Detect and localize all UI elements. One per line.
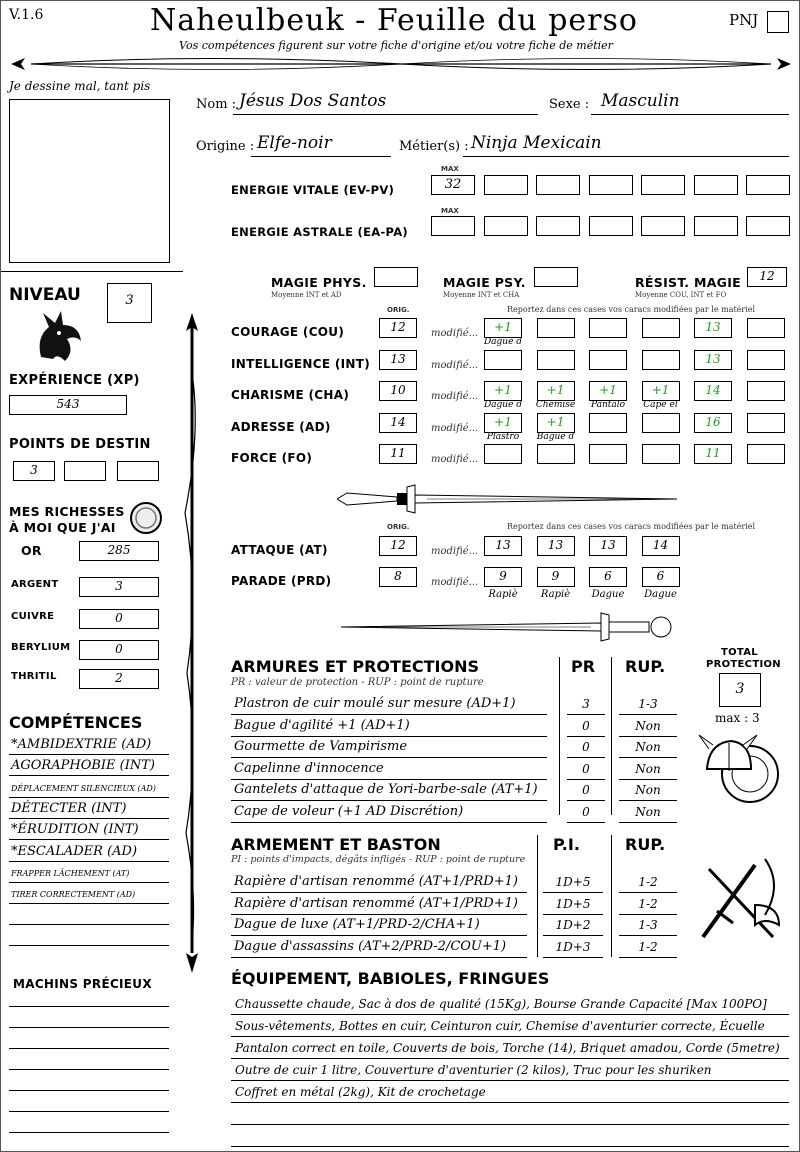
combat-mod-source: Rapiè (540, 589, 571, 600)
destin-label: POINTS DE DESTIN (9, 437, 151, 452)
arme-pi[interactable]: 1D+3 (555, 939, 591, 954)
carac-mod-source: Chemise (535, 400, 576, 410)
armement-rup-label: RUP. (625, 835, 666, 854)
modif-label: modifié... (431, 328, 479, 339)
carac-label: COURAGE (COU) (231, 325, 345, 339)
combat-mod-box[interactable]: 13 (537, 536, 575, 556)
ea-label: ENERGIE ASTRALE (EA-PA) (231, 225, 408, 239)
carac-mod-box[interactable] (747, 413, 785, 433)
sheet-title: Naheulbeuk - Feuille du perso (150, 3, 638, 38)
ea-box[interactable] (536, 216, 580, 236)
carac-mod-box[interactable] (484, 350, 522, 370)
combat-mod-box[interactable]: 6 (642, 567, 680, 587)
ev-max-value: 32 (444, 177, 462, 192)
machins-line (9, 1119, 169, 1133)
armure-pr[interactable]: 0 (582, 783, 590, 797)
carac-mod-box[interactable] (589, 318, 627, 338)
carac-mod-box[interactable] (589, 350, 627, 370)
carac-mod-box[interactable] (537, 444, 575, 464)
combat-mod-source: Rapiè (488, 589, 518, 600)
money-value: 0 (115, 611, 123, 625)
carac-mod-box[interactable]: +1 (642, 381, 680, 401)
sexe-label: Sexe : (549, 97, 590, 112)
carac-orig-box[interactable]: 13 (379, 350, 417, 370)
carac-mod-box[interactable] (537, 318, 575, 338)
carac-orig-box[interactable]: 11 (379, 444, 417, 464)
combat-orig-box[interactable]: 12 (379, 536, 417, 556)
armure-rup[interactable]: 1-3 (638, 697, 658, 711)
pnj-label: PNJ (729, 11, 759, 29)
destin-box-2[interactable] (64, 461, 106, 481)
armure-pr[interactable]: 0 (582, 718, 590, 733)
resist-value: 12 (759, 269, 775, 283)
armures-rup-label: RUP. (625, 657, 666, 676)
combat-mod-source: Dague (591, 589, 625, 600)
arme-rup[interactable]: 1-2 (638, 939, 658, 954)
armures-note: PR : valeur de protection - RUP : point de rupture (231, 677, 484, 688)
carac-mod-source: Cape el (643, 400, 678, 410)
col-divider (559, 657, 560, 815)
carac-mod-box[interactable] (747, 444, 785, 464)
carac-mod-box[interactable] (589, 413, 627, 433)
ev-box[interactable] (694, 175, 738, 195)
ea-box[interactable] (694, 216, 738, 236)
competence-item[interactable]: *ESCALADER (AD) (11, 843, 138, 859)
equipement-title: ÉQUIPEMENT, BABIOLES, FRINGUES (231, 969, 550, 988)
carac-mod-source: Pantalo (590, 400, 626, 410)
machins-line (9, 1035, 169, 1049)
machins-line (9, 1077, 169, 1091)
money-label: ARGENT (11, 579, 59, 590)
armure-name[interactable]: Gantelets d'attaque de Yori-barbe-sale (AT+1) (234, 782, 538, 797)
carac-mod-box[interactable] (589, 444, 627, 464)
carac-mod-box[interactable] (642, 413, 680, 433)
weapons-icon (695, 855, 785, 945)
carac-mod-box[interactable]: +1 (589, 381, 627, 401)
money-value: 3 (115, 579, 123, 593)
modif-label: modifié... (431, 546, 479, 557)
money-label: THRITIL (11, 671, 57, 682)
header-ornament (11, 53, 791, 75)
pnj-checkbox[interactable] (767, 11, 789, 33)
money-label: OR (21, 543, 42, 558)
armure-pr[interactable]: 0 (582, 761, 590, 776)
ea-box[interactable] (589, 216, 633, 236)
helmet-shield-icon (695, 729, 785, 809)
money-value: 285 (107, 543, 131, 557)
divider (1, 271, 183, 272)
combat-label: PARADE (PRD) (231, 574, 332, 588)
money-value: 2 (115, 671, 123, 685)
equipement-item[interactable]: Sous-vêtements, Bottes en cuir, Ceinturon cuir, Chemise d'aventurier correcte, Écuelle (235, 1019, 765, 1033)
combat-label: ATTAQUE (AT) (231, 543, 328, 557)
metier-label: Métier(s) : (399, 139, 469, 154)
money-label: CUIVRE (11, 611, 55, 622)
destin-value-1: 3 (30, 463, 38, 477)
sword-divider-2 (341, 609, 686, 645)
competence-line (9, 905, 169, 925)
carac-mod-source: Dague d (483, 400, 523, 410)
arme-name[interactable]: Dague d'assassins (AT+2/PRD-2/COU+1) (234, 938, 507, 954)
equipement-item[interactable]: Chaussette chaude, Sac à dos de qualité (15Kg), Bourse Grande Capacité [Max 100PO] (235, 997, 767, 1011)
competence-item[interactable]: DÉTECTER (INT) (11, 800, 127, 816)
carac-mod-box[interactable]: 16 (694, 413, 732, 433)
carac-mod-box[interactable]: 11 (694, 444, 732, 464)
ev-box[interactable] (589, 175, 633, 195)
armure-name[interactable]: Gourmette de Vampirisme (234, 739, 408, 754)
armure-name[interactable]: Cape de voleur (+1 AD Discrétion) (234, 803, 464, 819)
armure-name[interactable]: Bague d'agilité +1 (AD+1) (234, 717, 410, 733)
ev-box[interactable] (746, 175, 790, 195)
portrait-caption: Je dessine mal, tant pis (9, 79, 151, 93)
sheet-subtitle: Vos compétences figurent sur votre fiche d'origine et/ou votre fiche de métier (179, 39, 613, 52)
ev-box[interactable] (641, 175, 685, 195)
carac-mod-source: Dague d (483, 337, 523, 347)
carac-label: CHARISME (CHA) (231, 388, 350, 402)
combat-orig-box[interactable]: 8 (379, 567, 417, 587)
combat-orig-label: ORIG. (387, 523, 410, 531)
arme-name[interactable]: Rapière d'artisan renommé (AT+1/PRD+1) (234, 895, 518, 911)
niveau-label: NIVEAU (9, 285, 81, 305)
armure-rup[interactable]: Non (635, 740, 661, 754)
modif-label: modifié... (431, 422, 479, 434)
arme-pi[interactable]: 1D+5 (555, 875, 591, 889)
combat-mod-box[interactable]: 14 (642, 536, 680, 556)
ea-box[interactable] (746, 216, 790, 236)
machins-line (9, 1014, 169, 1028)
carac-mod-box[interactable]: +1 (484, 318, 522, 338)
carac-mod-box[interactable]: 13 (694, 350, 732, 370)
carac-mod-box[interactable]: 14 (694, 381, 732, 401)
caracs-report-note: Reportez dans ces cases vos caracs modifiées par le matériel (507, 305, 756, 314)
armure-pr[interactable]: 3 (582, 697, 590, 711)
carac-mod-box[interactable]: +1 (484, 413, 522, 433)
metier-value[interactable]: Ninja Mexicain (471, 133, 602, 153)
sexe-value[interactable]: Masculin (601, 91, 680, 111)
armure-pr[interactable]: 0 (582, 804, 590, 819)
combat-mod-box[interactable]: 13 (589, 536, 627, 556)
armures-pr-label: PR (571, 657, 596, 676)
ea-box[interactable] (431, 216, 475, 236)
carac-mod-box[interactable] (642, 318, 680, 338)
magie-psy-box[interactable] (534, 267, 578, 287)
magie-psy-label: MAGIE PSY. (443, 275, 526, 290)
dragon-icon (31, 307, 86, 365)
machins-line (9, 1056, 169, 1070)
carac-mod-source: Bague d (536, 431, 575, 442)
niveau-value: 3 (125, 293, 134, 308)
competence-item[interactable]: FRAPPER LÂCHEMENT (AT) (11, 868, 130, 878)
armement-title: ARMEMENT ET BASTON (231, 835, 441, 854)
armure-rup[interactable]: Non (635, 718, 661, 733)
arme-name[interactable]: Dague de luxe (AT+1/PRD-2/CHA+1) (234, 917, 480, 932)
col-divider (537, 835, 538, 957)
competence-item[interactable]: *ÉRUDITION (INT) (11, 822, 139, 838)
carac-mod-box[interactable]: +1 (537, 381, 575, 401)
armure-rup[interactable]: Non (635, 804, 661, 819)
destin-box-3[interactable] (117, 461, 159, 481)
competence-item[interactable]: *AMBIDEXTRIE (AD) (11, 737, 152, 752)
origine-label: Origine : (196, 139, 255, 154)
combat-mod-box[interactable]: 9 (484, 567, 522, 587)
total-protection-value: 3 (735, 681, 745, 697)
carac-mod-box[interactable] (484, 444, 522, 464)
richesses-label-1: MES RICHESSES (9, 504, 125, 519)
arme-rup[interactable]: 1-2 (638, 896, 658, 911)
carac-label: INTELLIGENCE (INT) (231, 356, 370, 371)
armement-pi-label: P.I. (553, 835, 580, 854)
armure-rup[interactable]: Non (635, 761, 661, 776)
arme-rup[interactable]: 1-2 (638, 875, 658, 889)
combat-mod-box[interactable]: 9 (537, 567, 575, 587)
armure-pr[interactable]: 0 (582, 740, 590, 754)
magie-phys-label: MAGIE PHYS. (271, 275, 367, 290)
magie-phys-box[interactable] (374, 267, 418, 287)
carac-mod-box[interactable] (747, 350, 785, 370)
carac-orig-box[interactable]: 14 (379, 413, 417, 433)
xp-label: EXPÉRIENCE (XP) (9, 373, 140, 388)
arme-rup[interactable]: 1-3 (638, 918, 658, 932)
carac-mod-box[interactable] (747, 318, 785, 338)
carac-label: ADRESSE (AD) (231, 419, 331, 434)
resist-label: RÉSIST. MAGIE (635, 275, 742, 290)
richesses-label-2: À MOI QUE J'AI (9, 520, 116, 535)
total-label-2: PROTECTION (706, 659, 781, 670)
competences-label: COMPÉTENCES (9, 713, 143, 732)
equipement-item[interactable]: Outre de cuir 1 litre, Couverture d'aventurier (2 kilos), Truc pour les shuriken (235, 1063, 712, 1077)
modif-label: modifié... (431, 359, 479, 371)
carac-mod-box[interactable] (747, 381, 785, 401)
equipement-item[interactable]: Coffret en métal (2kg), Kit de crochetage (235, 1085, 486, 1099)
competence-item[interactable]: AGORAPHOBIE (INT) (11, 758, 155, 774)
money-label: BERYLIUM (11, 642, 71, 653)
origine-value[interactable]: Elfe-noir (257, 133, 332, 153)
carac-mod-box[interactable] (537, 350, 575, 370)
resist-note: Moyenne COU, INT et FO (635, 291, 727, 299)
carac-mod-box[interactable]: +1 (537, 413, 575, 433)
carac-mod-box[interactable] (642, 350, 680, 370)
xp-value: 543 (56, 397, 80, 411)
total-max: max : 3 (715, 711, 760, 725)
combat-mod-source: Dague (644, 589, 677, 600)
magie-psy-note: Moyenne INT et CHA (443, 291, 520, 299)
ev-box[interactable] (484, 175, 528, 195)
armure-name[interactable]: Plastron de cuir moulé sur mesure (AD+1) (234, 696, 516, 711)
staff-decoration (181, 313, 203, 973)
arme-pi[interactable]: 1D+5 (555, 896, 591, 911)
modif-label: modifié... (431, 454, 479, 465)
equipement-line (231, 1105, 789, 1125)
ev-box[interactable] (536, 175, 580, 195)
competence-line (9, 926, 169, 946)
modif-label: modifié... (431, 391, 479, 402)
machins-label: MACHINS PRÉCIEUX (13, 977, 152, 991)
armure-name[interactable]: Capelinne d'innocence (234, 760, 384, 776)
ev-label: ENERGIE VITALE (EV-PV) (231, 183, 395, 197)
version-label: V.1.6 (9, 7, 44, 23)
col-divider (611, 657, 612, 815)
competence-item[interactable]: TIRER CORRECTEMENT (AD) (11, 890, 136, 900)
machins-line (9, 993, 169, 1007)
armement-note: PI : points d'impacts, dégâts infligés - RUP : point de rupture (231, 854, 526, 865)
arme-pi[interactable]: 1D+2 (555, 918, 591, 932)
ev-max-label: MAX (441, 165, 459, 173)
carac-orig-box[interactable]: 10 (379, 381, 417, 401)
carac-mod-box[interactable] (642, 444, 680, 464)
nom-label: Nom : (196, 97, 237, 112)
carac-mod-box[interactable]: 13 (694, 318, 732, 338)
caracs-orig-label: ORIG. (387, 306, 410, 314)
carac-mod-box[interactable]: +1 (484, 381, 522, 401)
coin-icon (129, 501, 163, 535)
sword-divider-1 (337, 481, 687, 517)
machins-line (9, 1098, 169, 1112)
col-divider (611, 835, 612, 957)
money-value: 0 (115, 642, 123, 656)
combat-mod-box[interactable]: 13 (484, 536, 522, 556)
portrait-box[interactable] (9, 99, 170, 263)
total-label-1: TOTAL (721, 647, 758, 658)
magie-phys-note: Moyenne INT et AD (271, 291, 342, 299)
equipement-line (231, 1127, 789, 1147)
competence-item[interactable]: DÉPLACEMENT SILENCIEUX (AD) (11, 783, 156, 793)
carac-mod-source: Plastro (486, 431, 520, 442)
combat-mod-box[interactable]: 6 (589, 567, 627, 587)
armures-title: ARMURES ET PROTECTIONS (231, 657, 479, 676)
ea-box[interactable] (641, 216, 685, 236)
nom-value[interactable]: Jésus Dos Santos (239, 91, 387, 111)
combat-report-note: Reportez dans ces cases vos caracs modifiées par le matériel (507, 522, 756, 531)
arme-name[interactable]: Rapière d'artisan renommé (AT+1/PRD+1) (234, 874, 518, 889)
ea-box[interactable] (484, 216, 528, 236)
armure-rup[interactable]: Non (635, 783, 661, 797)
equipement-item[interactable]: Pantalon correct en toile, Couverts de bois, Torche (14), Briquet amadou, Corde (5metre) (235, 1041, 780, 1055)
modif-label: modifié... (431, 577, 479, 588)
ea-max-label: MAX (441, 207, 459, 215)
carac-label: FORCE (FO) (231, 451, 313, 465)
carac-orig-box[interactable]: 12 (379, 318, 417, 338)
